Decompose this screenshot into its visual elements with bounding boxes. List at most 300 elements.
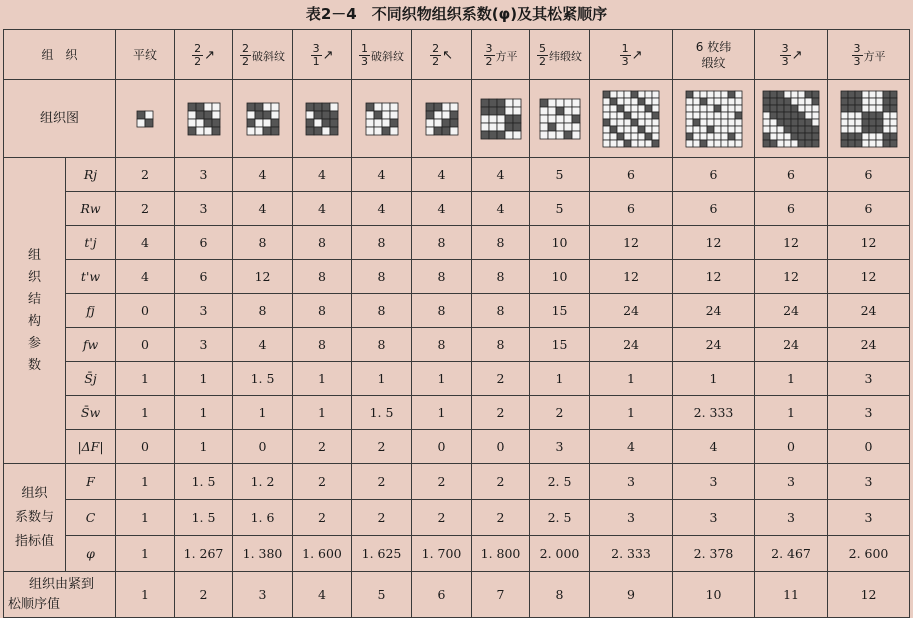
weave-grid-square [812,112,819,119]
value-cell: 8 [352,226,412,260]
weave-grid-square [540,99,548,107]
weave-name: 6 枚纬 缎纹 [695,39,732,70]
value-cell: 8 [472,294,530,328]
weave-grid-square [798,119,805,126]
value-cell: 4 [116,260,175,294]
value-cell: 1 [116,464,175,500]
weave-grid-square [617,98,624,105]
weave-grid-square [322,111,330,119]
weave-grid-square [374,119,382,127]
weave-grid-square [638,140,645,147]
weave-grid-square [791,126,798,133]
fraction-numerator: 2 [432,42,440,55]
weave-diagram-icon [365,102,399,136]
value-cell: 2 [472,362,530,396]
weave-grid-square [890,105,897,112]
column-header-3 [293,30,352,80]
weave-grid-square [784,98,791,105]
fraction [780,43,791,68]
weave-grid-square [572,107,580,115]
weave-grid-square [330,111,338,119]
weave-grid-square [686,112,693,119]
weave-grid-square [652,112,659,119]
fraction-denominator: 2 [485,55,493,68]
weave-grid-square [770,133,777,140]
weave-grid-square [382,119,390,127]
weave-grid-square [883,98,890,105]
weave-grid-square [791,140,798,147]
weave-grid-square [497,115,505,123]
weave-grid-square [610,112,617,119]
weave-grid-square [652,91,659,98]
value-cell: 8 [472,226,530,260]
weave-name: 破斜纹 [252,49,286,63]
weave-grid-square [196,103,204,111]
weave-grid-square [805,105,812,112]
weave-grid-square [855,105,862,112]
weave-grid-square [869,98,876,105]
weave-grid-square [188,103,196,111]
value-cell: 12 [828,226,910,260]
value-cell: 3 [530,430,590,464]
weave-grid-square [728,133,735,140]
weave-grid-square [556,115,564,123]
weave-grid-square [366,127,374,135]
value-cell: 3 [755,500,828,536]
weave-grid-square [735,133,742,140]
weave-grid-square [890,98,897,105]
weave-grid-square [434,111,442,119]
value-cell: 8 [412,294,472,328]
value-cell: 12 [828,572,910,618]
weave-grid-square [890,119,897,126]
weave-grid-square [137,119,145,127]
weave-diagram-icon [187,102,221,136]
value-cell: 24 [755,328,828,362]
weave-grid-square [798,126,805,133]
value-cell: 1 [175,362,233,396]
direction-arrow-icon: ↗ [791,48,803,63]
value-cell: 1. 800 [472,536,530,572]
weave-grid-square [572,99,580,107]
value-cell: 4 [233,328,293,362]
weave-grid-square [548,123,556,131]
weave-grid-square [735,140,742,147]
weave-grid-square [791,98,798,105]
weave-diagram-cell [530,80,590,158]
weave-grid-square [770,112,777,119]
weave-grid-square [707,91,714,98]
value-cell: 8 [352,260,412,294]
weave-grid-square [481,99,489,107]
weave-grid-square [188,119,196,127]
weave-grid-square [770,126,777,133]
weave-grid-square [777,140,784,147]
weave-grid-square [876,119,883,126]
weave-grid-square [791,91,798,98]
value-cell: 2. 333 [673,396,755,430]
weave-grid-square [714,119,721,126]
weave-diagram-cell [352,80,412,158]
weave-grid-square [869,112,876,119]
value-cell: 2. 000 [530,536,590,572]
weave-grid-square [805,140,812,147]
weave-grid-square [721,140,728,147]
weave-grid-square [624,98,631,105]
weave-grid-square [728,105,735,112]
weave-grid-square [652,126,659,133]
weave-grid-square [707,112,714,119]
table-row [4,328,910,362]
weave-name: 破斜纹 [371,49,405,63]
weave-grid-square [631,140,638,147]
weave-grid-square [784,112,791,119]
value-cell: 3 [175,294,233,328]
weave-grid-square [645,133,652,140]
weave-grid-square [728,126,735,133]
value-cell: 3 [590,500,673,536]
weave-grid-square [374,111,382,119]
weave-diagram-cell [116,80,175,158]
weave-grid-square [263,103,271,111]
weave-grid-square [624,105,631,112]
value-cell: 24 [828,294,910,328]
value-cell: 4 [233,192,293,226]
weave-grid-square [693,126,700,133]
value-cell: 2 [412,464,472,500]
value-cell: 5 [530,158,590,192]
weave-grid-square [631,119,638,126]
weave-fraction [430,43,453,68]
weave-grid-square [603,91,610,98]
weave-grid-square [890,91,897,98]
value-cell: 1. 625 [352,536,412,572]
weave-grid-square [322,103,330,111]
column-header-2 [233,30,293,80]
weave-grid-square [855,91,862,98]
weave-grid-square [137,111,145,119]
value-cell: 8 [412,260,472,294]
value-cell: 3 [828,500,910,536]
weave-grid-square [645,98,652,105]
weave-grid-square [876,105,883,112]
value-cell: 3 [590,464,673,500]
value-cell: 0 [116,328,175,362]
fraction-numerator: 3 [781,42,789,55]
weave-grid-square [505,131,513,139]
direction-arrow-icon: ↖ [442,48,453,63]
value-cell: 1 [590,362,673,396]
weave-grid-square [763,98,770,105]
weave-grid-square [540,123,548,131]
weave-grid-square [721,98,728,105]
column-header-10 [755,30,828,80]
weave-grid-square [693,112,700,119]
fraction-denominator: 2 [432,55,440,68]
value-cell: 2 [352,464,412,500]
weave-grid-square [603,98,610,105]
weave-grid-square [728,98,735,105]
weave-grid-square [805,98,812,105]
weave-grid-square [450,103,458,111]
weave-grid-square [330,119,338,127]
weave-grid-square [442,103,450,111]
weave-grid-square [728,112,735,119]
value-cell: 4 [293,158,352,192]
weave-grid-square [883,126,890,133]
weave-grid-square [707,105,714,112]
fraction [484,43,495,68]
value-cell: 2. 600 [828,536,910,572]
value-cell: 8 [352,294,412,328]
column-header-8 [590,30,673,80]
weave-grid-square [247,119,255,127]
weave-grid-square [617,119,624,126]
weave-grid-square [145,111,153,119]
weave-grid-square [322,127,330,135]
value-cell: 6 [828,158,910,192]
weave-grid-square [805,133,812,140]
value-cell: 7 [472,572,530,618]
weave-grid-square [728,119,735,126]
weave-grid-square [603,112,610,119]
weave-grid-square [426,103,434,111]
fraction [192,43,203,68]
weave-name: 方平 [495,49,518,63]
group-label-char: 数 [27,357,41,373]
weave-grid-square [450,111,458,119]
group-label-char: 参 [27,335,41,351]
weave-grid-square [330,127,338,135]
weave-grid-square [876,112,883,119]
weave-diagram-icon [685,90,743,148]
parameter-label: C [66,500,116,536]
value-cell: 3 [828,464,910,500]
weave-grid-square [564,99,572,107]
weave-grid-square [382,103,390,111]
value-cell: 1 [530,362,590,396]
value-cell: 1. 5 [175,464,233,500]
value-cell: 8 [293,294,352,328]
table-row [4,260,910,294]
weave-grid-square [735,91,742,98]
weave-grid-square [513,115,521,123]
weave-grid-square [631,133,638,140]
weave-grid-square [196,127,204,135]
weave-grid-square [707,98,714,105]
weave-grid-square [572,115,580,123]
weave-grid-square [728,91,735,98]
weave-grid-square [540,115,548,123]
value-cell: 24 [755,294,828,328]
weave-grid-square [617,112,624,119]
weave-diagram-cell [755,80,828,158]
weave-grid-square [513,131,521,139]
weave-diagram-icon [305,102,339,136]
value-cell: 3 [673,500,755,536]
value-cell: 3 [233,572,293,618]
direction-arrow-icon: ↗ [204,48,215,63]
weave-grid-square [869,140,876,147]
weave-grid-square [617,105,624,112]
weave-grid-square [763,91,770,98]
weave-grid-square [735,98,742,105]
weave-fraction [192,43,215,68]
value-cell: 6 [590,158,673,192]
value-cell: 5 [530,192,590,226]
weave-grid-square [610,119,617,126]
weave-grid-square [366,111,374,119]
weave-grid-square [841,119,848,126]
weave-grid-square [805,126,812,133]
weave-grid-square [714,140,721,147]
weave-grid-square [714,126,721,133]
weave-grid-square [548,107,556,115]
value-cell: 6 [673,192,755,226]
weave-grid-square [442,119,450,127]
weave-grid-square [188,111,196,119]
group-coefficient-label [4,464,66,572]
weave-grid-square [700,126,707,133]
value-cell: 10 [530,260,590,294]
weave-grid-square [855,126,862,133]
weave-diagram-cell [828,80,910,158]
value-cell: 3 [175,328,233,362]
weave-grid-square [314,119,322,127]
weave-grid-square [876,91,883,98]
column-header-9 [673,30,755,80]
value-cell: 3 [828,362,910,396]
parameter-label: fw [66,328,116,362]
value-cell: 2. 5 [530,500,590,536]
weave-grid-square [791,112,798,119]
value-cell: 1 [116,362,175,396]
weave-grid-square [805,119,812,126]
value-cell: 0 [412,430,472,464]
weave-grid-square [489,107,497,115]
value-cell: 1. 2 [233,464,293,500]
value-cell: 4 [673,430,755,464]
value-cell: 2 [116,192,175,226]
weave-fraction [240,43,285,68]
weave-grid-square [686,119,693,126]
weave-grid-square [770,98,777,105]
weave-grid-square [700,98,707,105]
weave-grid-square [638,119,645,126]
table-row [4,464,910,500]
weave-grid-square [255,111,263,119]
weave-grid-square [848,119,855,126]
value-cell: 0 [116,294,175,328]
value-cell: 2. 378 [673,536,755,572]
value-cell: 1. 600 [293,536,352,572]
value-cell: 3 [175,192,233,226]
weave-diagram-cell [233,80,293,158]
weave-grid-square [247,127,255,135]
value-cell: 6 [590,192,673,226]
weave-grid-square [707,140,714,147]
weave-diagram-cell [673,80,755,158]
weave-grid-square [442,111,450,119]
value-cell: 4 [293,192,352,226]
weave-grid-square [610,126,617,133]
parameter-label: fj [66,294,116,328]
weave-grid-square [890,140,897,147]
weave-grid-square [556,131,564,139]
weave-grid-square [686,140,693,147]
value-cell: 2 [472,464,530,500]
weave-diagram-icon [246,102,280,136]
weave-grid-square [212,103,220,111]
weave-grid-square [721,119,728,126]
value-cell: 8 [293,260,352,294]
weave-grid-square [638,126,645,133]
weave-grid-square [564,131,572,139]
weave-grid-square [314,103,322,111]
weave-grid-square [497,131,505,139]
weave-grid-square [434,119,442,127]
column-header-0 [116,30,175,80]
weave-grid-square [777,126,784,133]
weave-grid-square [869,126,876,133]
value-cell: 12 [755,226,828,260]
weave-grid-square [862,105,869,112]
weave-diagram-icon [762,90,820,148]
weave-grid-square [271,103,279,111]
weave-grid-square [791,105,798,112]
weave-grid-square [784,105,791,112]
weave-grid-square [652,133,659,140]
fraction-numerator: 1 [361,42,369,55]
weave-grid-square [603,140,610,147]
value-cell: 15 [530,294,590,328]
weave-grid-square [841,112,848,119]
value-cell: 2 [352,500,412,536]
weave-grid-square [812,98,819,105]
weave-grid-square [812,105,819,112]
value-cell: 1 [116,572,175,618]
weave-grid-square [145,119,153,127]
weave-grid-square [890,112,897,119]
weave-grid-square [204,103,212,111]
group-label-char: 织 [27,269,41,285]
weave-grid-square [624,126,631,133]
weave-grid-square [693,140,700,147]
value-cell: 9 [590,572,673,618]
table-row [4,536,910,572]
weave-grid-square [322,119,330,127]
weave-grid-square [763,105,770,112]
weave-grid-square [848,98,855,105]
group-label-line: 组织由紧到 [29,576,95,592]
value-cell: 4 [293,572,352,618]
value-cell: 1 [233,396,293,430]
weave-grid-square [564,107,572,115]
fraction-denominator: 1 [312,55,320,68]
weave-grid-square [862,112,869,119]
weave-grid-square [442,127,450,135]
direction-arrow-icon: ↗ [631,48,643,63]
fraction [852,43,863,68]
group-label-line: 组织 [21,485,48,501]
value-cell: 0 [116,430,175,464]
value-cell: 6 [828,192,910,226]
fraction-denominator: 2 [539,55,547,68]
weave-grid-square [603,126,610,133]
weave-grid-square [707,133,714,140]
value-cell: 1 [673,362,755,396]
weave-grid-square [374,127,382,135]
